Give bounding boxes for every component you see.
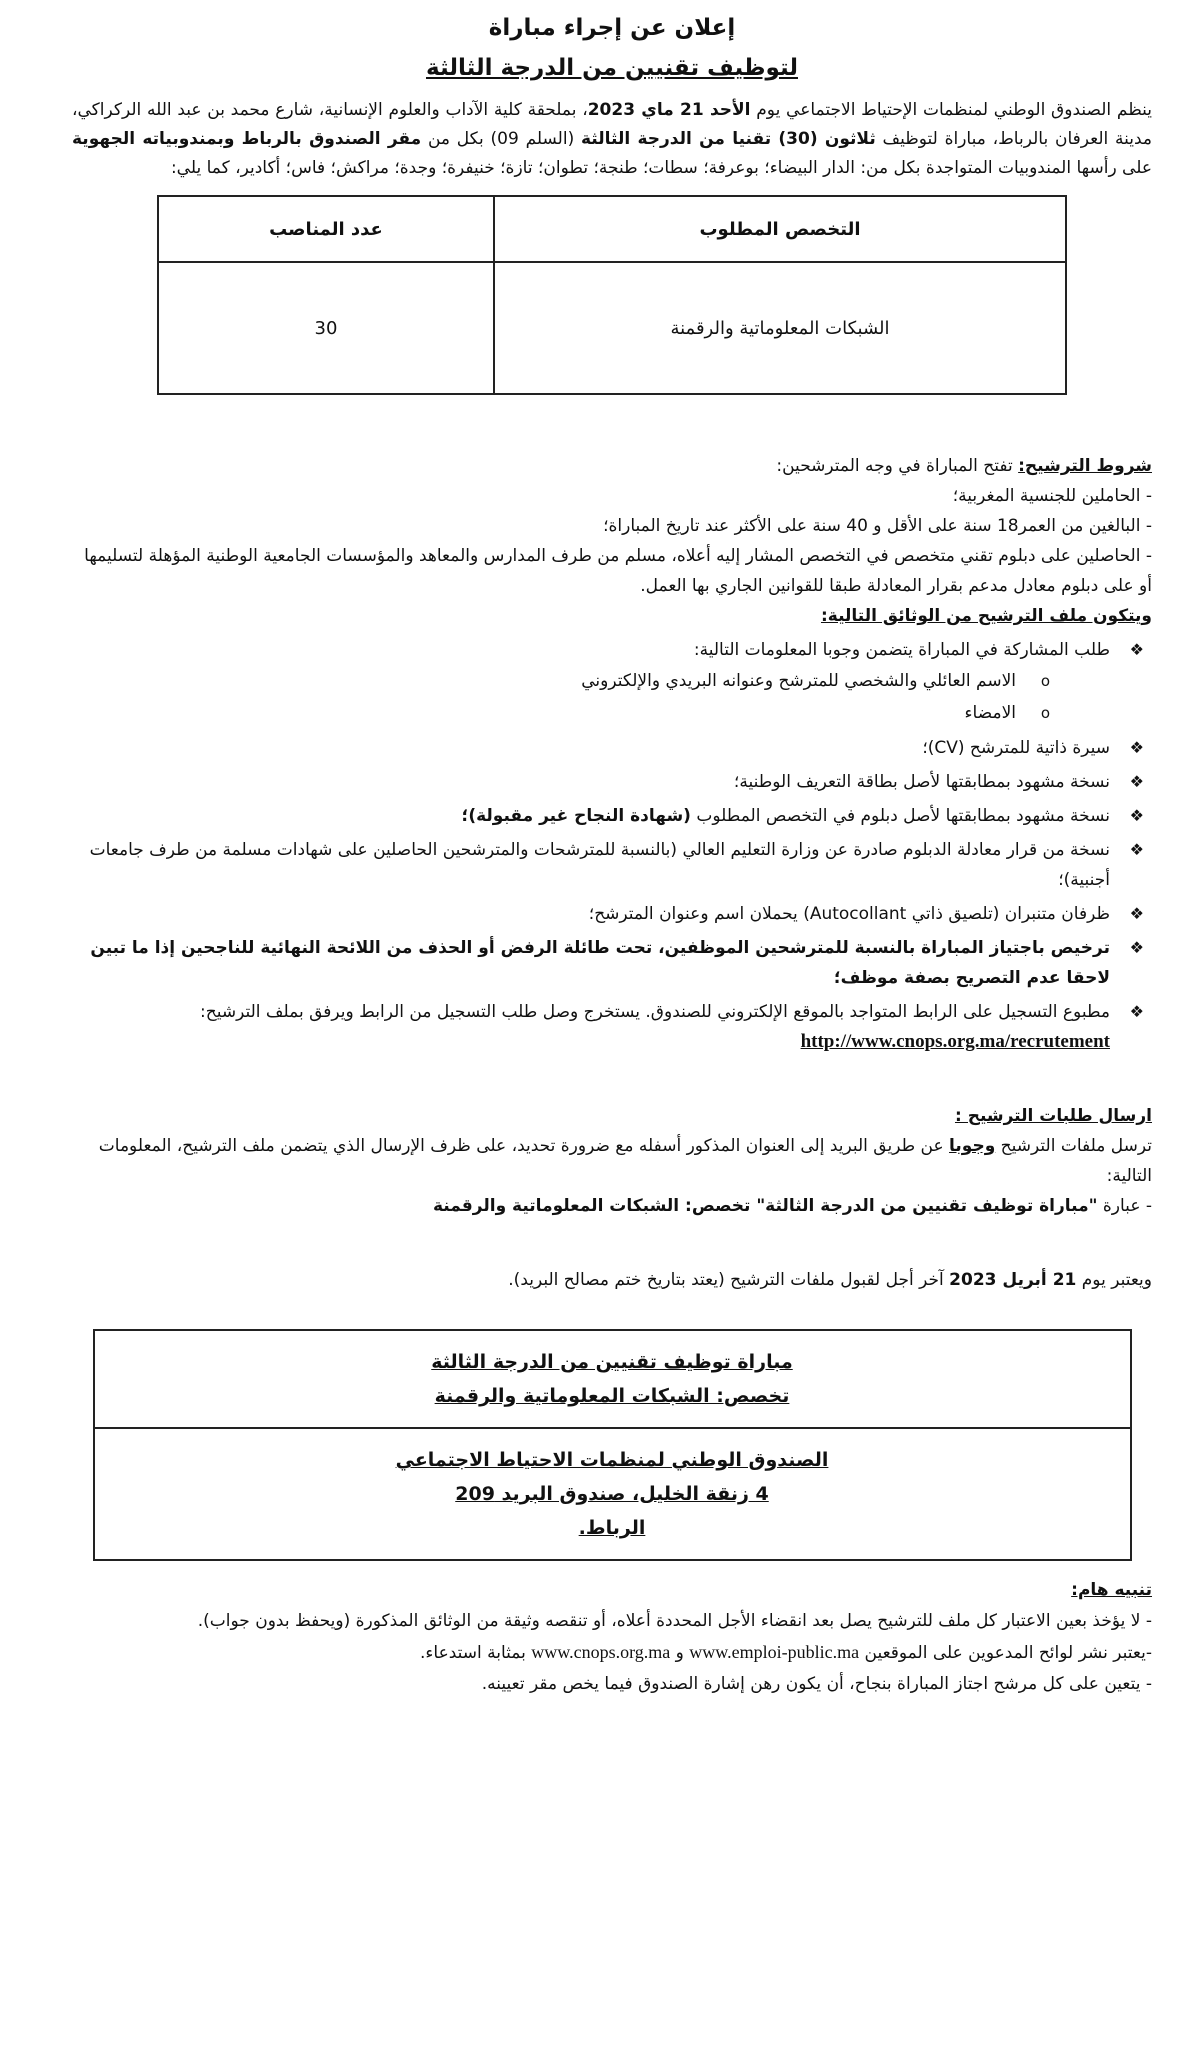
table-header-specialty: التخصص المطلوب xyxy=(494,196,1066,262)
site-cnops[interactable]: www.cnops.org.ma xyxy=(531,1642,671,1662)
envelope-label-line: - عبارة "مباراة توظيف تقنيين من الدرجة الثالثة" تخصص: الشبكات المعلوماتية والرقمنة xyxy=(433,1196,1152,1216)
notice-item: - يتعين على كل مرشح اجتاز المباراة بنجاح، أن يكون رهن إشارة الصندوق فيما يخص مقر تعيينه. xyxy=(481,1674,1152,1694)
sending-heading: ارسال طلبات الترشيح : xyxy=(954,1106,1152,1126)
address-box xyxy=(93,1329,1132,1561)
registration-link[interactable]: http://www.cnops.org.ma/recrutement xyxy=(800,1031,1110,1052)
address-specialty-line: تخصص: الشبكات المعلوماتية والرقمنة xyxy=(434,1385,790,1407)
list-item: ❖ نسخة من قرار معادلة الدبلوم صادرة عن وزارة التعليم العالي (بالنسبة للمترشحات والمترشحين الحاصلين على شهادات مسلمة من طرف جامعات أجنبية)؛ xyxy=(72,835,1144,895)
circle-bullet-icon: o xyxy=(1040,672,1050,690)
list-item: ❖ سيرة ذاتية للمترشح (CV)؛ xyxy=(72,733,1144,763)
address-street-line: 4 زنقة الخليل، صندوق البريد 209 xyxy=(455,1483,769,1505)
table-cell-specialty: الشبكات المعلوماتية والرقمنة xyxy=(494,262,1066,394)
application-sub-list xyxy=(72,665,1110,729)
address-city-line: الرباط. xyxy=(578,1517,646,1539)
intro-paragraph: ينظم الصندوق الوطني لمنظمات الإحتياط الاجتماعي يوم الأحد 21 ماي 2023، بملحقة كلية الآداب والعلوم الإنسانية، شارع محمد بن عبد الله الركراكي، مدينة العرفان بالرباط، مباراة لتوظيف ثلاثون (30) تقنيا من الدرجة الثالثة (السلم 09) بكل من مقر الصندوق بالرباط وبمندوبياته الجهوية على رأسها المندوبيات المتواجدة بكل من: الدار البيضاء؛ بوعرفة؛ سطات؛ طنجة؛ تطوان؛ تازة؛ خنيفرة؛ وجدة؛ مراكش؛ فاس؛ أكادير، كما يلي: xyxy=(72,100,1153,178)
diamond-bullet-icon: ❖ xyxy=(1129,738,1144,757)
conditions-lead: تفتح المباراة في وجه المترشحين: xyxy=(776,456,1013,476)
sending-section xyxy=(72,1101,1152,1221)
diamond-bullet-icon: ❖ xyxy=(1129,938,1144,957)
site-emploi-public[interactable]: www.emploi-public.ma xyxy=(689,1642,860,1662)
announcement-title: إعلان عن إجراء مباراة xyxy=(488,15,736,41)
condition-item: - الحاصلين على دبلوم تقني متخصص في التخصص المشار إليه أعلاه، مسلم من طرف المدارس والمعاهد والمؤسسات الجامعية الوطنية المؤهلة لتسليمها أو على دبلوم معادل مدعم بقرار المعادلة طبقا للقوانين الجاري بها العمل. xyxy=(84,546,1152,596)
documents-heading: ويتكون ملف الترشيح من الوثائق التالية: xyxy=(820,606,1152,626)
address-org-line: الصندوق الوطني لمنظمات الاحتياط الاجتماعي xyxy=(395,1449,829,1471)
table-cell-count: 30 xyxy=(158,262,494,394)
documents-heading-line xyxy=(72,601,1152,631)
circle-bullet-icon: o xyxy=(1040,704,1050,722)
conditions-section xyxy=(72,451,1152,1057)
notice-item: - لا يؤخذ بعين الاعتبار كل ملف للترشيح يصل بعد انقضاء الأجل المحددة أعلاه، أو تنقصه وثيقة من الوثائق المذكورة (ويحفظ بدون جواب). xyxy=(197,1611,1152,1631)
notice-section xyxy=(72,1575,1152,1700)
list-item: ❖ مطبوع التسجيل على الرابط المتواجد بالموقع الإلكتروني للصندوق. يستخرج وصل طلب التسجيل من الرابط ويرفق بملف الترشيح: http://www.cnops.org.ma/recrutement xyxy=(72,997,1144,1057)
address-box-contest xyxy=(95,1331,1130,1427)
announcement-subtitle: لتوظيف تقنيين من الدرجة الثالثة xyxy=(426,55,798,81)
diamond-bullet-icon: ❖ xyxy=(1129,640,1144,659)
list-item: ❖ ظرفان متنبران (تلصيق ذاتي Autocollant) يحملان اسم وعنوان المترشح؛ xyxy=(72,899,1144,929)
condition-item: - البالغين من العمر18 سنة على الأقل و 40 سنة على الأكثر عند تاريخ المباراة؛ xyxy=(603,516,1152,536)
list-item: ❖ نسخة مشهود بمطابقتها لأصل دبلوم في التخصص المطلوب (شهادة النجاح غير مقبولة)؛ xyxy=(72,801,1144,831)
list-item: ❖ ترخيص باجتياز المباراة بالنسبة للمترشحين الموظفين، تحت طائلة الرفض أو الحذف من اللائحة النهائية للناجحين إذا ما تبين لاحقا عدم التصريح بصفة موظف؛ xyxy=(72,933,1144,993)
address-contest-line: مباراة توظيف تقنيين من الدرجة الثالثة xyxy=(431,1351,793,1373)
sending-paragraph: ترسل ملفات الترشيح وجوبا عن طريق البريد إلى العنوان المذكور أسفله مع ضرورة تحديد، على ظرف الإرسال الذي يتضمن ملف الترشيح، المعلومات التالية: xyxy=(98,1136,1152,1186)
notice-heading: تنبيه هام: xyxy=(1071,1580,1152,1600)
table-header-count: عدد المناصب xyxy=(158,196,494,262)
announcement-page xyxy=(72,8,1152,1700)
list-item: ❖ نسخة مشهود بمطابقتها لأصل بطاقة التعريف الوطنية؛ xyxy=(72,767,1144,797)
diamond-bullet-icon: ❖ xyxy=(1129,904,1144,923)
table-row xyxy=(158,262,1066,394)
deadline-section: ويعتبر يوم 21 أبريل 2023 آخر أجل لقبول ملفات الترشيح (يعتد بتاريخ ختم مصالح البريد). xyxy=(508,1270,1152,1290)
conditions-heading: شروط الترشيح: xyxy=(1018,456,1152,476)
diamond-bullet-icon: ❖ xyxy=(1129,840,1144,859)
list-item: o الاسم العائلي والشخصي للمترشح وعنوانه البريدي والإلكتروني xyxy=(72,665,1050,697)
positions-table xyxy=(157,195,1067,395)
diamond-bullet-icon: ❖ xyxy=(1129,1002,1144,1021)
list-item: ❖ طلب المشاركة في المباراة يتضمن وجوبا المعلومات التالية: o الاسم العائلي والشخصي للمترشح وعنوانه البريدي والإلكتروني o الامضاء xyxy=(72,635,1144,729)
conditions-heading-line xyxy=(72,451,1152,481)
documents-list xyxy=(72,635,1152,1057)
diamond-bullet-icon: ❖ xyxy=(1129,772,1144,791)
list-item: o الامضاء xyxy=(72,697,1050,729)
table-header-row xyxy=(158,196,1066,262)
diamond-bullet-icon: ❖ xyxy=(1129,806,1144,825)
condition-item: - الحاملين للجنسية المغربية؛ xyxy=(952,486,1152,506)
notice-item: -يعتبر نشر لوائح المدعوين على الموقعين www.emploi-public.ma و www.cnops.org.ma بمثابة استدعاء. xyxy=(420,1642,1152,1663)
address-box-recipient xyxy=(95,1427,1130,1559)
